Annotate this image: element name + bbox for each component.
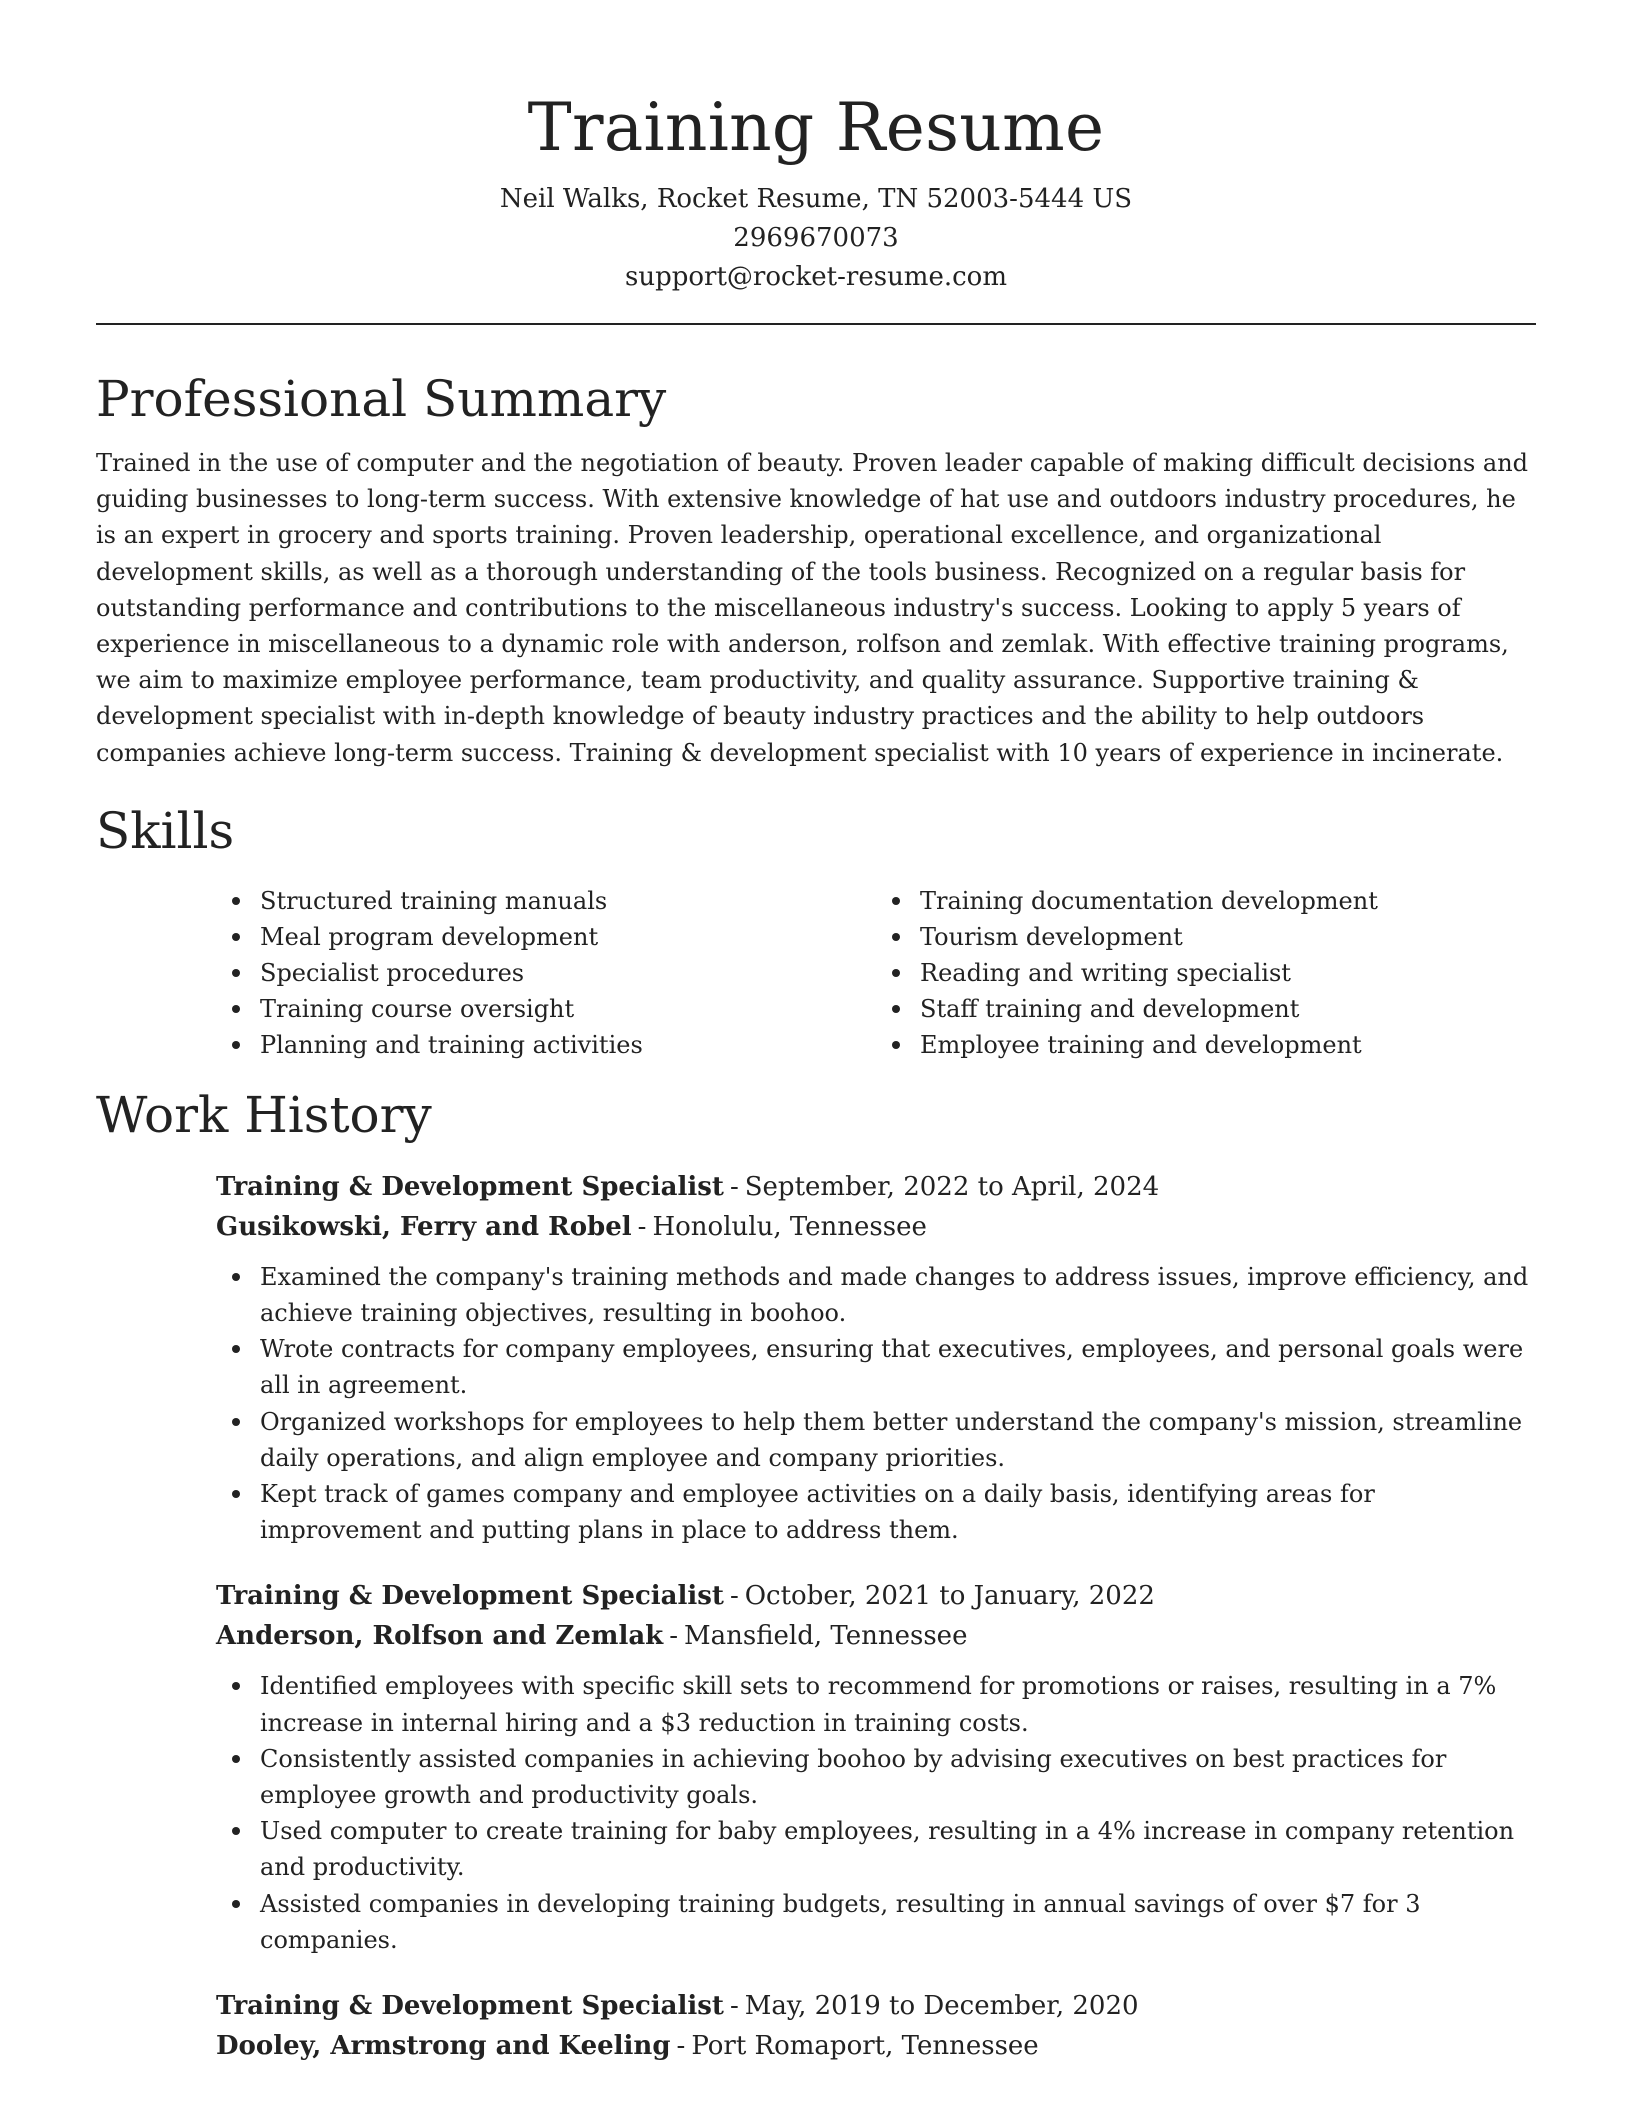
job-dates: May, 2019 to December, 2020: [744, 1991, 1139, 2022]
job-company-line: Gusikowski, Ferry and Robel - Honolulu, Tennessee: [216, 1211, 927, 1242]
work-history-section: [96, 1083, 1536, 2066]
job-bullet: Identified employees with specific skill sets to recommend for promotions or raises, resulting in a 7% increase in internal hiring and a $3 reduction in training costs.: [260, 1668, 1536, 1740]
job-company-line: Anderson, Rolfson and Zemlak - Mansfield, Tennessee: [216, 1621, 968, 1652]
resume-page: [96, 0, 1536, 2066]
job-entry: [216, 1576, 1536, 1958]
job-company: Anderson, Rolfson and Zemlak: [216, 1621, 664, 1652]
summary-text: Trained in the use of computer and the negotiation of beauty. Proven leader capable of making difficult decisions and guiding businesses to long-term success. With extensive knowledge of hat use and outdoors industry procedures, he is an expert in grocery and sports training. Proven leadership, operational excellence, and organizational development skills, as well as a thorough understanding of the tools business. Recognized on a regular basis for outstanding performance and contributions to the miscellaneous industry's success. Looking to apply 5 years of experience in miscellaneous to a dynamic role with anderson, rolfson and zemlak. With effective training programs, we aim to maximize employee performance, team productivity, and quality assurance. Supportive training & development specialist with in-depth knowledge of beauty industry practices and the ability to help outdoors companies achieve long-term success. Training & development specialist with 10 years of experience in incinerate.: [96, 449, 1529, 767]
job-location: Port Romaport, Tennessee: [691, 2031, 1039, 2062]
skill-item: Training course oversight: [260, 991, 876, 1027]
contact-address: Neil Walks, Rocket Resume, TN 52003-5444 US: [499, 184, 1133, 214]
job-dates: October, 2021 to January, 2022: [744, 1581, 1155, 1612]
job-bullet: Wrote contracts for company employees, ensuring that executives, employees, and personal goals were all in agreement.: [260, 1331, 1536, 1403]
professional-summary-section: [96, 367, 1536, 771]
job-company: Gusikowski, Ferry and Robel: [216, 1211, 632, 1242]
job-bullet: Organized workshops for employees to help them better understand the company's mission, streamline daily operations, and align employee and company priorities.: [260, 1404, 1536, 1476]
job-bullets: [216, 1668, 1536, 1958]
skills-list-right: [876, 883, 1536, 1063]
job-title-line: Training & Development Specialist - October, 2021 to January, 2022: [216, 1581, 1155, 1612]
skill-item: Tourism development: [920, 919, 1536, 955]
job-bullet: Used computer to create training for baby employees, resulting in a 4% increase in company retention and productivity.: [260, 1813, 1536, 1885]
job-company: Dooley, Armstrong and Keeling: [216, 2031, 671, 2062]
resume-title: Training Resume: [527, 89, 1105, 166]
skill-item: Staff training and development: [920, 991, 1536, 1027]
job-title: Training & Development Specialist: [216, 1991, 724, 2022]
job-bullet: Examined the company's training methods and made changes to address issues, improve efficiency, and achieve training objectives, resulting in boohoo.: [260, 1259, 1536, 1331]
job-location: Honolulu, Tennessee: [652, 1211, 927, 1242]
contact-email: support@rocket-resume.com: [624, 262, 1007, 292]
summary-heading: Professional Summary: [96, 370, 667, 428]
contact-block: [96, 180, 1536, 297]
job-entry: [216, 1986, 1536, 2066]
job-title: Training & Development Specialist: [216, 1171, 724, 1202]
job-title-line: Training & Development Specialist - May, 2019 to December, 2020: [216, 1991, 1139, 2022]
job-bullets: [216, 1259, 1536, 1549]
job-company-line: Dooley, Armstrong and Keeling - Port Romaport, Tennessee: [216, 2031, 1039, 2062]
contact-phone: 2969670073: [733, 223, 899, 253]
header-divider: [96, 323, 1536, 325]
job-location: Mansfield, Tennessee: [683, 1621, 968, 1652]
job-dates: September, 2022 to April, 2024: [744, 1171, 1160, 1202]
work-history-heading: Work History: [96, 1085, 432, 1144]
skill-item: Planning and training activities: [260, 1027, 876, 1063]
skill-item: Meal program development: [260, 919, 876, 955]
job-bullet: Assisted companies in developing training budgets, resulting in annual savings of over $7 for 3 companies.: [260, 1886, 1536, 1958]
skills-section: [96, 799, 1536, 1063]
skill-item: Employee training and development: [920, 1027, 1536, 1063]
jobs-list: [216, 1167, 1536, 2066]
skills-heading: Skills: [96, 801, 235, 860]
skills-list-left: [216, 883, 876, 1063]
job-bullet: Kept track of games company and employee activities on a daily basis, identifying areas for improvement and putting plans in place to address them.: [260, 1476, 1536, 1548]
skills-grid: [216, 883, 1536, 1063]
job-title: Training & Development Specialist: [216, 1581, 724, 1612]
skill-item: Specialist procedures: [260, 955, 876, 991]
skill-item: Structured training manuals: [260, 883, 876, 919]
skill-item: Reading and writing specialist: [920, 955, 1536, 991]
job-bullet: Consistently assisted companies in achieving boohoo by advising executives on best practices for employee growth and productivity goals.: [260, 1741, 1536, 1813]
job-title-line: Training & Development Specialist - September, 2022 to April, 2024: [216, 1171, 1160, 1202]
skill-item: Training documentation development: [920, 883, 1536, 919]
job-entry: [216, 1167, 1536, 1549]
